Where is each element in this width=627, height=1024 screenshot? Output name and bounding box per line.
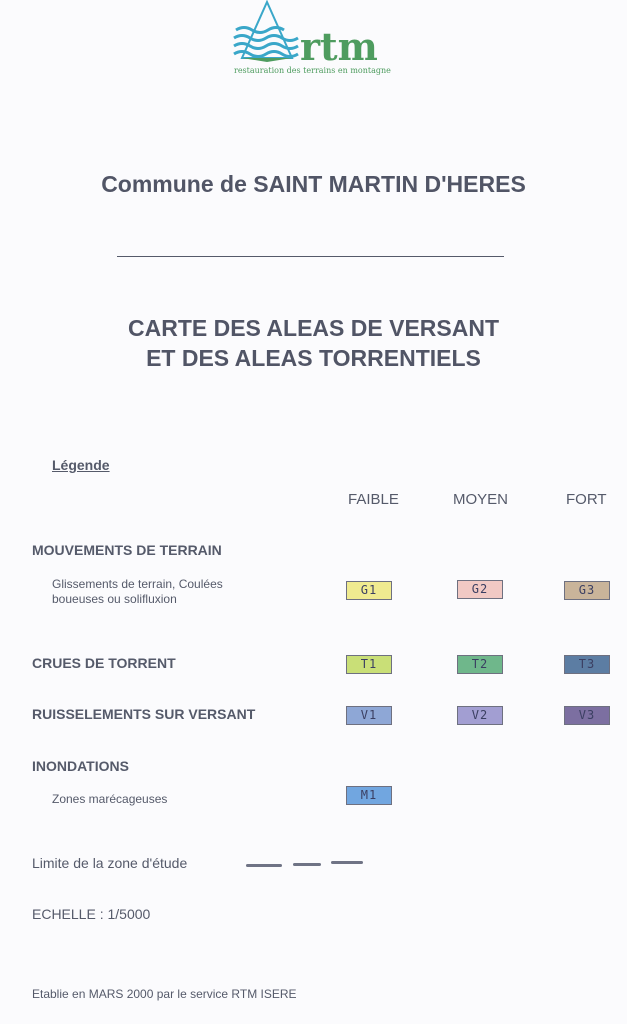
category-crues: CRUES DE TORRENT [32, 655, 176, 671]
category-mouvements-desc-line2: boueuses ou solifluxion [52, 592, 177, 606]
swatch-t1: T1 [346, 655, 392, 674]
logo-wordmark: rtm [300, 24, 378, 69]
category-mouvements-desc-line1: Glissements de terrain, Coulées [52, 577, 223, 591]
level-moyen: MOYEN [453, 491, 509, 508]
swatch-v1: V1 [346, 706, 392, 725]
commune-title: Commune de SAINT MARTIN D'HERES [101, 171, 526, 197]
logo-tagline: restauration des terrains en montagne [234, 66, 391, 75]
title-divider [117, 256, 504, 257]
category-inondations: INONDATIONS [32, 758, 129, 774]
swatch-g3: G3 [564, 581, 610, 600]
legend-heading: Légende [52, 457, 110, 473]
swatch-v3: V3 [564, 706, 610, 725]
category-ruissellements: RUISSELEMENTS SUR VERSANT [32, 706, 256, 722]
level-fort: FORT [566, 491, 607, 508]
study-limit-dash [331, 861, 363, 864]
study-limit-dash [293, 863, 321, 866]
mountain-wave-icon [232, 0, 302, 66]
swatch-v2: V2 [457, 706, 503, 725]
swatch-g2: G2 [457, 580, 503, 599]
level-faible: FAIBLE [348, 491, 399, 508]
study-limit-dash [246, 864, 282, 867]
category-mouvements-desc [52, 577, 223, 607]
study-limit-label: Limite de la zone d'étude [32, 855, 188, 871]
map-title-line2: ET DES ALEAS TORRENTIELS [146, 345, 481, 371]
swatch-m1: M1 [346, 786, 392, 805]
scale-label: ECHELLE : 1/5000 [32, 906, 151, 922]
swatch-t2: T2 [457, 655, 503, 674]
swatch-t3: T3 [564, 655, 610, 674]
map-title [0, 313, 627, 373]
map-title-line1: CARTE DES ALEAS DE VERSANT [127, 315, 500, 341]
category-mouvements: MOUVEMENTS DE TERRAIN [32, 542, 222, 558]
category-inondations-desc: Zones marécageuses [52, 792, 168, 806]
rtm-logo [232, 0, 412, 82]
swatch-g1: G1 [346, 581, 392, 600]
credit-line: Etablie en MARS 2000 par le service RTM ISERE [32, 987, 297, 1001]
